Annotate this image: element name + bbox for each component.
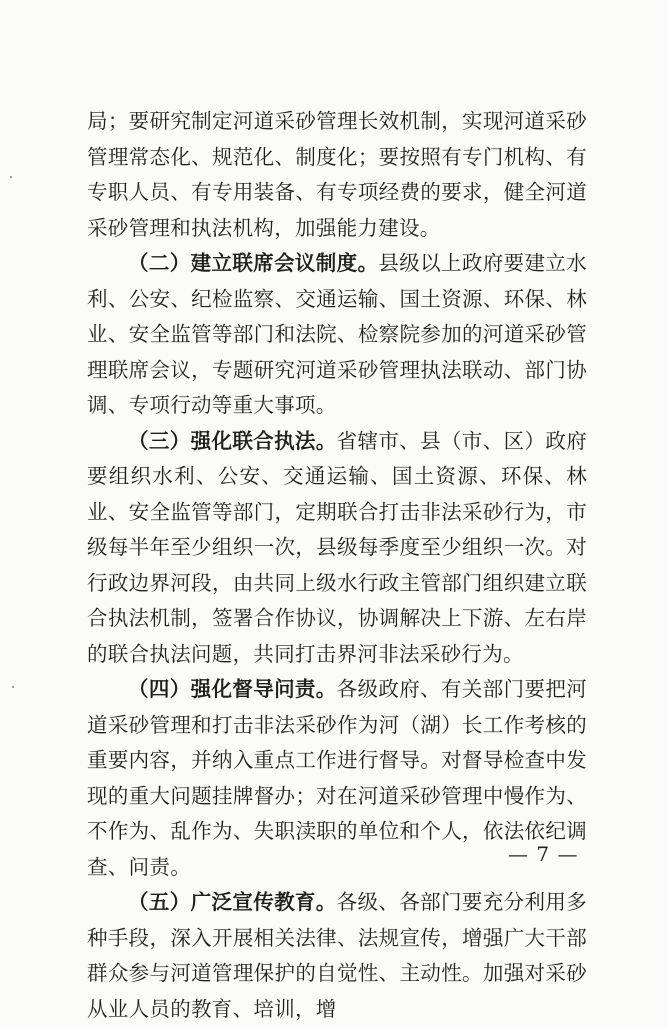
paragraph-4-heading: （四）强化督导问责。 (128, 677, 337, 701)
paragraph-2-heading: （二）建立联席会议制度。 (128, 251, 379, 275)
page-number: — 7 — (508, 842, 579, 866)
paragraph-5 (87, 885, 587, 1027)
document-body (87, 104, 587, 1027)
scan-speck (12, 686, 14, 688)
paragraph-3 (87, 424, 587, 673)
paragraph-1-text: 局；要研究制定河道采砂管理长效机制，实现河道采砂管理常态化、规范化、制度化；要按照有专门机构、有专职人员、有专用装备、有专项经费的要求，健全河道采砂管理和执法机构，加强能力建设。 (87, 109, 587, 240)
paragraph-2 (87, 246, 587, 424)
paragraph-3-heading: （三）强化联合执法。 (128, 428, 337, 453)
paragraph-5-heading: （五）广泛宣传教育。 (128, 890, 337, 914)
paragraph-5-text: 各级、各部门要充分利用多种手段，深入开展相关法律、法规宣传，增强广大干部群众参与河道管理保护的自觉性、主动性。加强对采砂从业人员的教育、培训，增 (87, 890, 587, 1021)
paragraph-2-text: 县级以上政府要建立水利、公安、纪检监察、交通运输、国土资源、环保、林业、安全监管等部门和法院、检察院参加的河道采砂管理联席会议，专题研究河道采砂管理执法联动、部门协调、专项行动等重大事项。 (87, 251, 588, 417)
paragraph-4-text: 各级政府、有关部门要把河道采砂管理和打击非法采砂作为河（湖）长工作考核的重要内容，并纳入重点工作进行督导。对督导检查中发现的重大问题挂牌督办；对在河道采砂管理中慢作为、不作为、乱作为、失职渎职的单位和个人，依法依纪调查、问责。 (87, 677, 587, 879)
paragraph-1 (87, 104, 587, 246)
paragraph-3-text: 省辖市、县（市、区）政府要组织水利、公安、交通运输、国土资源、环保、林业、安全监管等部门，定期联合打击非法采砂行为，市级每半年至少组织一次，县级每季度至少组织一次。对行政边界河段，由共同上级水行政主管部门组织建立联合执法机制，签署合作协议，协调解决上下游、左右岸的联合执法问题，共同打击界河非法采砂行为。 (87, 428, 587, 666)
scan-speck (10, 176, 12, 178)
